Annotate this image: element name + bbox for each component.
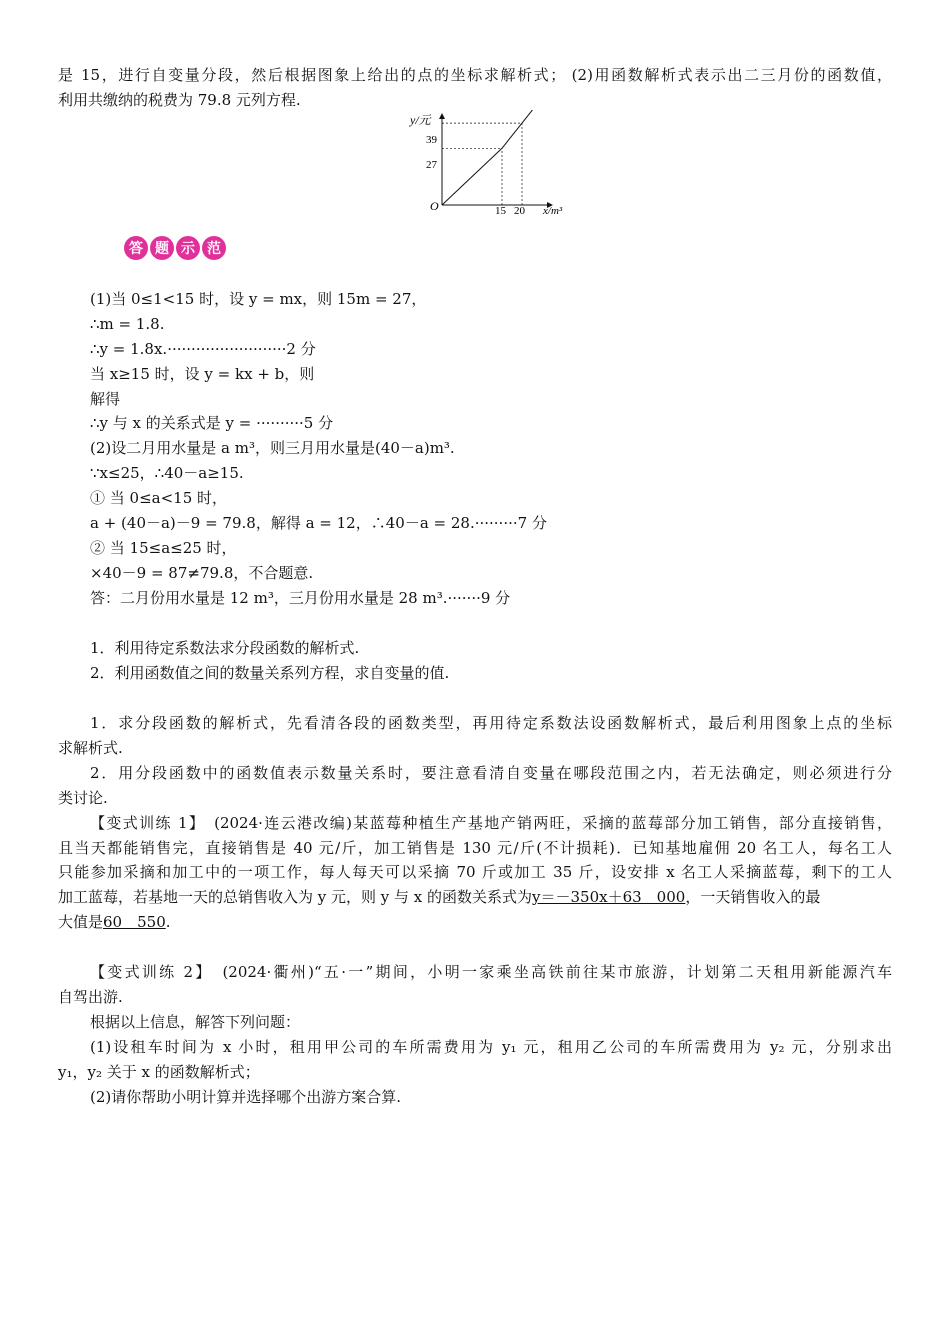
solution-line: (1)当 0≤1<15 时，设 y = mx，则 15m = 27，: [90, 290, 427, 308]
method-1-line-2: 求解析式.: [58, 739, 123, 757]
solution-line: (2)设二月用水量是 a m³，则三月用水量是(40－a)m³.: [90, 439, 455, 457]
badge-char: 范: [202, 236, 226, 260]
solution-line: ∵x≤25，∴40－a≥15.: [90, 464, 244, 482]
exercise1-line-4: [58, 886, 820, 908]
exercise1-line-5: [58, 911, 171, 933]
exercise1-line-5-text: 大值是: [58, 913, 104, 931]
exercise1-line-4-text: 加工蓝莓，若基地一天的总销售收入为 y 元，则 y 与 x 的函数关系式为: [58, 888, 533, 906]
solution-line: a + (40－a)－9 = 79.8，解得 a = 12，∴40－a = 28.·········7 分: [90, 514, 547, 532]
function-graph: [400, 110, 600, 220]
answer-demo-badge: [124, 236, 226, 260]
solution-line: ∴y = 1.8x.·························2 分: [90, 340, 316, 358]
key-point: 2．利用函数值之间的数量关系列方程，求自变量的值.: [90, 664, 450, 682]
solution-line: ∴m = 1.8.: [90, 315, 165, 333]
exercise1-line-1: 【变式训练 1】 (2024·连云港改编)某蓝莓种植生产基地产销两旺，采摘的蓝莓部分加工销售，部分直接销售，: [90, 814, 892, 832]
key-point: 1．利用待定系数法求分段函数的解析式.: [90, 639, 360, 657]
solution-line: ∴y 与 x 的关系式是 y = ··········5 分: [90, 414, 334, 432]
exercise2-line-2: 自驾出游.: [58, 988, 123, 1006]
solution-line: 答：二月份用水量是 12 m³，三月份用水量是 28 m³.·······9 分: [90, 589, 511, 607]
exercise1-line-4-tail: ，一天销售收入的最: [685, 888, 821, 906]
exercise1-answer-max: 60 550: [103, 913, 166, 931]
exercise1-line-5-tail: .: [165, 913, 171, 931]
origin-label: O: [430, 199, 439, 213]
exercise2-line-6: (2)请你帮助小明计算并选择哪个出游方案合算.: [90, 1088, 402, 1106]
exercise1-line-2: 且当天都能销售完，直接销售是 40 元/斤，加工销售是 130 元/斤(不计损耗)．已知基地雇佣 20 名工人，每名工人: [58, 839, 892, 857]
exercise2-line-1: 【变式训练 2】 (2024·衢州)“五·一”期间，小明一家乘坐高铁前往某市旅游，计划第二天租用新能源汽车: [90, 963, 892, 981]
exercise2-line-3: 根据以上信息，解答下列问题：: [90, 1013, 301, 1031]
method-2-line-1: 2．用分段函数中的函数值表示数量关系时，要注意看清自变量在哪段范围之内，若无法确定，则必须进行分: [90, 764, 892, 782]
solution-line: ×40－9 = 87≠79.8，不合题意.: [90, 564, 314, 582]
x-tick-15: 15: [495, 205, 506, 217]
y-tick-39: 39: [426, 134, 437, 146]
method-1-line-1: 1．求分段函数的解析式，先看清各段的函数类型，再用待定系数法设函数解析式，最后利用图象上点的坐标: [90, 714, 892, 732]
exercise2-line-5: y₁，y₂ 关于 x 的函数解析式；: [58, 1063, 260, 1081]
x-tick-20: 20: [514, 205, 525, 217]
y-tick-27: 27: [426, 159, 437, 171]
segment-1: [442, 148, 502, 205]
solution-line: 当 x≥15 时，设 y = kx + b，则: [90, 365, 315, 383]
badge-char: 示: [176, 236, 200, 260]
badge-char: 题: [150, 236, 174, 260]
solution-line: 解得: [90, 390, 121, 408]
intro-line-1: 是 15，进行自变量分段，然后根据图象上给出的点的坐标求解析式； (2)用函数解析式表示出二三月份的函数值，: [58, 66, 892, 84]
x-axis-label: x/m³: [543, 205, 563, 217]
segment-2: [502, 110, 540, 148]
exercise2-line-4: (1)设租车时间为 x 小时，租用甲公司的车所需费用为 y₁ 元，租用乙公司的车所需费用为 y₂ 元，分别求出: [90, 1038, 892, 1056]
method-2-line-2: 类讨论.: [58, 789, 108, 807]
solution-line: ① 当 0≤a<15 时，: [90, 489, 228, 507]
solution-line: ② 当 15≤a≤25 时，: [90, 539, 237, 557]
exercise1-answer-function: y＝－350x＋63 000: [532, 888, 686, 906]
exercise1-line-3: 只能参加采摘和加工中的一项工作，每人每天可以采摘 70 斤或加工 35 斤，设安排 x 名工人采摘蓝莓，剩下的工人: [58, 863, 892, 881]
badge-char: 答: [124, 236, 148, 260]
intro-line-2: 利用共缴纳的税费为 79.8 元列方程.: [58, 91, 301, 109]
y-axis-label: y/元: [410, 113, 431, 127]
